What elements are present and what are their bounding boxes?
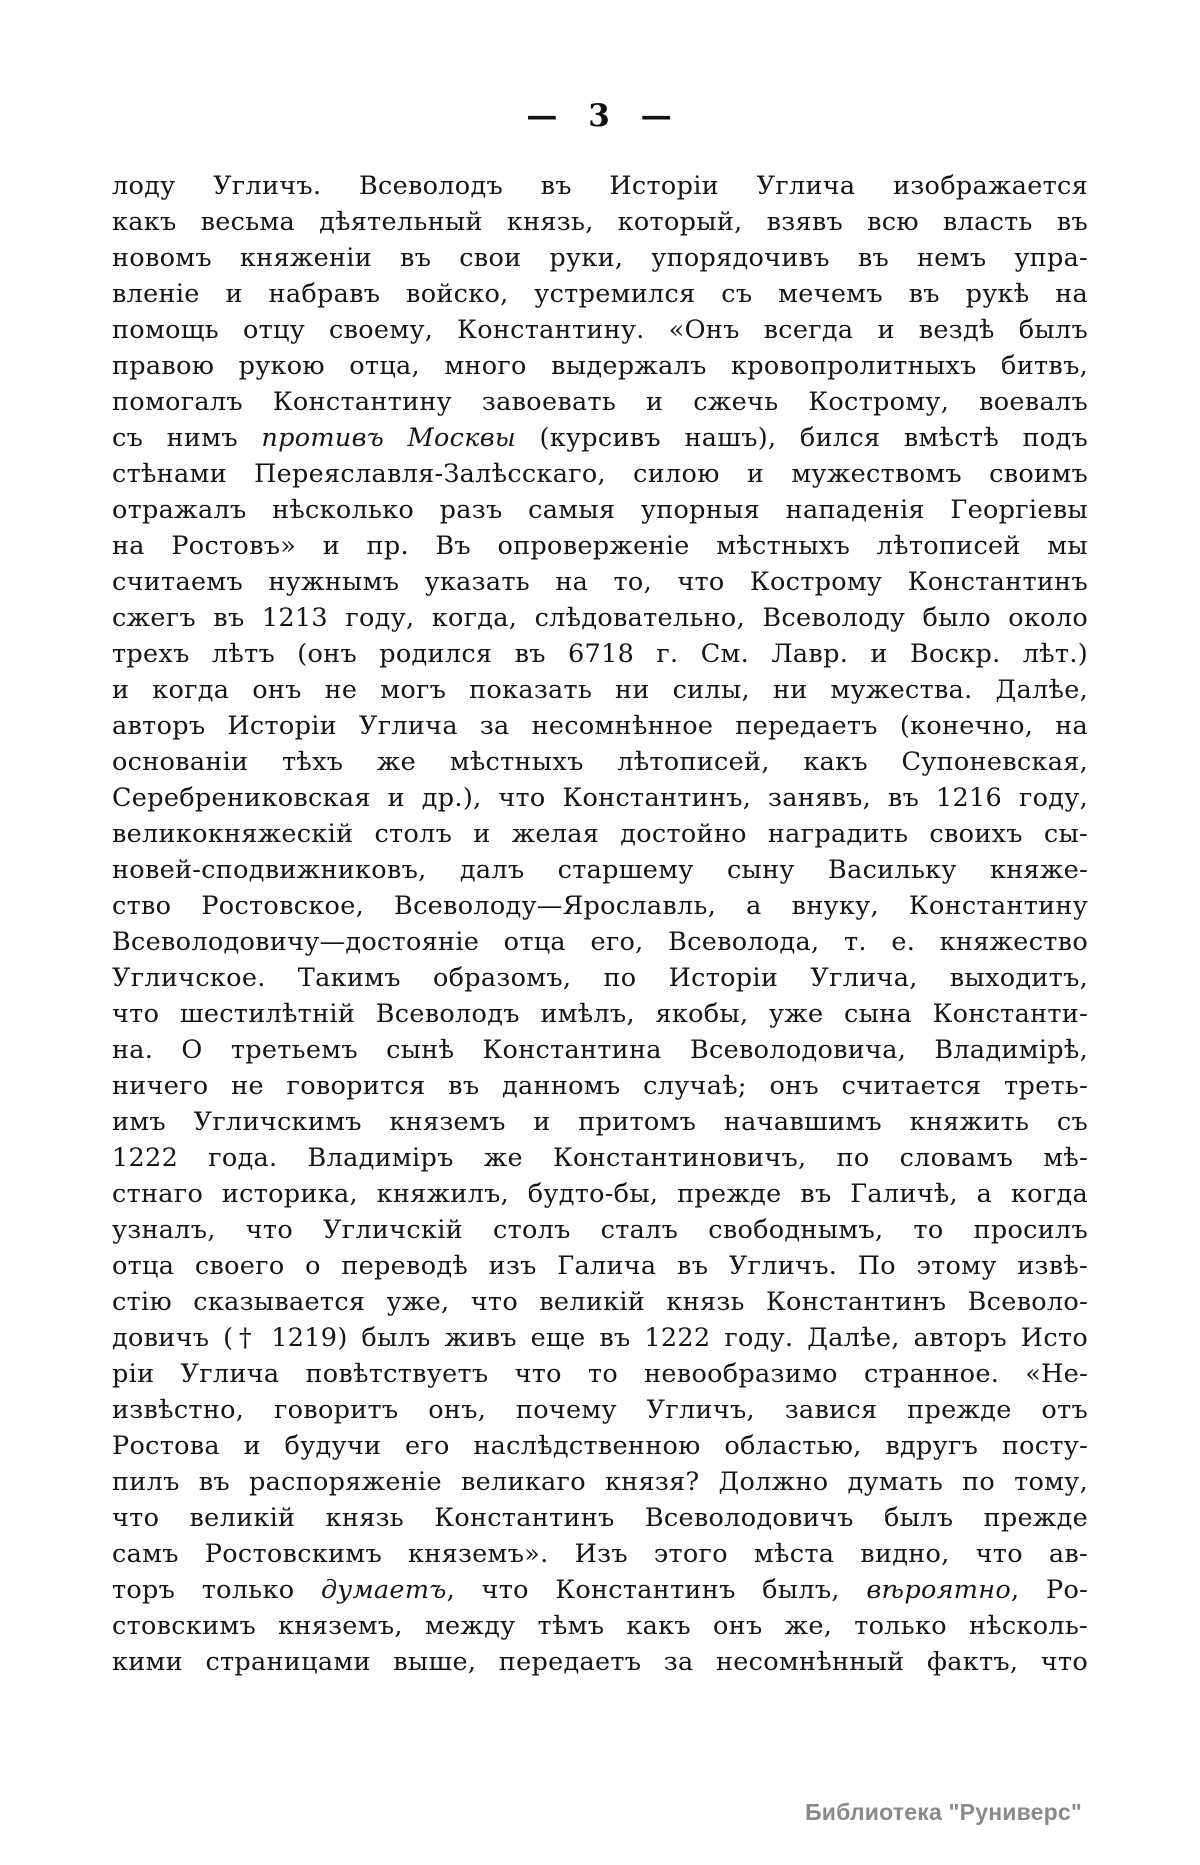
text-line (112, 168, 1088, 204)
text-segment: , что Константинъ былъ, (446, 1575, 867, 1605)
text-segment: считаемъ нужнымъ указать на то, что Кострому Константинъ (112, 567, 1088, 597)
text-segment: трехъ лѣтъ (онъ родился въ 6718 г. См. Лавр. и Воскр. лѣт.) (112, 639, 1088, 669)
text-line (112, 1176, 1088, 1212)
text-line (112, 636, 1088, 672)
text-segment: вленіе и набравъ войско, устремился съ мечемъ въ рукѣ на (112, 279, 1088, 309)
text-line (112, 600, 1088, 636)
text-segment: ство Ростовское, Всеволоду—Ярославль, а внуку, Константину (112, 891, 1088, 921)
text-line (112, 708, 1088, 744)
text-segment: стію сказывается уже, что великій князь Константинъ Всеволо- (112, 1287, 1088, 1317)
text-segment: ничего не говорится въ данномъ случаѣ; онъ считается треть- (112, 1071, 1088, 1101)
text-segment: (курсивъ нашъ), бился вмѣстѣ подъ (515, 423, 1088, 453)
text-line (112, 924, 1088, 960)
text-line (112, 1068, 1088, 1104)
text-segment: торъ только (112, 1575, 321, 1605)
text-line (112, 1536, 1088, 1572)
text-segment: самъ Ростовскимъ княземъ». Изъ этого мѣста видно, что ав- (112, 1539, 1088, 1569)
text-segment: сжегъ въ 1213 году, когда, слѣдовательно, Всеволоду было около (112, 603, 1088, 633)
text-segment: стнаго историка, княжилъ, будто-бы, прежде въ Галичѣ, а когда (112, 1179, 1088, 1209)
text-line (112, 456, 1088, 492)
text-line (112, 744, 1088, 780)
text-segment: узналъ, что Угличскій столъ сталъ свободнымъ, то просилъ (112, 1215, 1088, 1245)
text-line (112, 1104, 1088, 1140)
text-line (112, 1572, 1088, 1608)
text-segment: 1222 года. Владиміръ же Константиновичъ, по словамъ мѣ- (112, 1143, 1088, 1173)
text-line (112, 420, 1088, 456)
text-segment: Угличское. Такимъ образомъ, по Исторіи Углича, выходитъ, (112, 963, 1088, 993)
text-line (112, 528, 1088, 564)
text-segment: имъ Угличскимъ княземъ и притомъ начавшимъ княжить съ (112, 1107, 1088, 1137)
text-segment: Всеволодовичу—достояніе отца его, Всеволода, т. е. княжество (112, 927, 1088, 957)
text-segment: Серебрениковская и др.), что Константинъ, занявъ, въ 1216 году, (112, 783, 1088, 813)
text-segment: помощь отцу своему, Константину. «Онъ всегда и вездѣ былъ (112, 315, 1088, 345)
text-line (112, 1248, 1088, 1284)
text-segment: ріи Углича повѣтствуетъ что то невообразимо странное. «Не- (112, 1359, 1088, 1389)
text-line (112, 348, 1088, 384)
text-line (112, 1284, 1088, 1320)
text-segment: что великій князь Константинъ Всеволодовичъ былъ прежде (112, 1503, 1088, 1533)
text-segment: пилъ въ распоряженіе великаго князя? Должно думать по тому, (112, 1467, 1088, 1497)
text-line (112, 672, 1088, 708)
text-line (112, 1392, 1088, 1428)
text-segment: стѣнами Переяславля-Залѣсскаго, силою и мужествомъ своимъ (112, 459, 1088, 489)
text-line (112, 240, 1088, 276)
text-line (112, 1032, 1088, 1068)
text-line (112, 1140, 1088, 1176)
text-segment: отражалъ нѣсколько разъ самыя упорныя нападенія Георгіевы (112, 495, 1088, 525)
body-text (112, 168, 1088, 1680)
text-segment: помогалъ Константину завоевать и сжечь Кострому, воевалъ (112, 387, 1088, 417)
text-line (112, 492, 1088, 528)
text-segment: правою рукою отца, много выдержалъ кровопролитныхъ битвъ, (112, 351, 1088, 381)
text-line (112, 276, 1088, 312)
text-segment: , Ро- (1011, 1575, 1088, 1605)
text-line (112, 852, 1088, 888)
text-segment: и когда онъ не могъ показать ни силы, ни мужества. Далѣе, (112, 675, 1088, 705)
text-line (112, 960, 1088, 996)
italic-phrase: думаетъ (320, 1575, 447, 1605)
text-line (112, 1464, 1088, 1500)
text-segment: авторъ Исторіи Углича за несомнѣнное передаетъ (конечно, на (112, 711, 1088, 741)
text-line (112, 780, 1088, 816)
text-segment: что шестилѣтній Всеволодъ имѣлъ, якобы, уже сына Константи- (112, 999, 1088, 1029)
text-line (112, 816, 1088, 852)
text-segment: основаніи тѣхъ же мѣстныхъ лѣтописей, какъ Супоневская, (112, 747, 1088, 777)
page-number: — 3 — (526, 98, 674, 134)
text-segment: стовскимъ княземъ, между тѣмъ какъ онъ же, только нѣсколь- (112, 1611, 1088, 1641)
text-segment: великокняжескій столъ и желая достойно наградить своихъ сы- (112, 819, 1088, 849)
text-segment: съ нимъ (112, 423, 262, 453)
text-line (112, 384, 1088, 420)
italic-phrase: вѣроятно (866, 1575, 1012, 1605)
text-line (112, 1356, 1088, 1392)
text-line (112, 1320, 1088, 1356)
text-line (112, 996, 1088, 1032)
text-segment: новомъ княженіи въ свои руки, упорядочивъ въ немъ упра- (112, 243, 1088, 273)
italic-phrase: противъ Москвы (261, 423, 516, 453)
text-line (112, 1428, 1088, 1464)
text-segment: извѣстно, говоритъ онъ, почему Угличъ, завися прежде отъ (112, 1395, 1088, 1425)
text-segment: на Ростовъ» и пр. Въ опроверженіе мѣстныхъ лѣтописей мы (112, 531, 1088, 561)
text-segment: отца своего о переводѣ изъ Галича въ Угличъ. По этому извѣ- (112, 1251, 1088, 1281)
text-segment: кими страницами выше, передаетъ за несомнѣнный фактъ, что (112, 1647, 1088, 1677)
text-line (112, 564, 1088, 600)
text-line (112, 204, 1088, 240)
text-segment: на. О третьемъ сынѣ Константина Всеволодовича, Владимірѣ, (112, 1035, 1088, 1065)
text-line (112, 1644, 1088, 1680)
text-line (112, 1500, 1088, 1536)
text-line (112, 888, 1088, 924)
text-segment: лоду Угличъ. Всеволодъ въ Исторіи Углича изображается (112, 171, 1088, 201)
text-segment: какъ весьма дѣятельный князь, который, взявъ всю власть въ (112, 207, 1088, 237)
text-segment: довичъ († 1219) былъ живъ еще въ 1222 году. Далѣе, авторъ Исто (112, 1323, 1088, 1353)
text-line (112, 1212, 1088, 1248)
text-segment: Ростова и будучи его наслѣдственною областью, вдругъ посту- (112, 1431, 1088, 1461)
text-segment: новей-сподвижниковъ, далъ старшему сыну Васильку княже- (112, 855, 1088, 885)
text-line (112, 1608, 1088, 1644)
text-line (112, 312, 1088, 348)
library-watermark: Библиотека "Руниверс" (805, 1799, 1082, 1825)
